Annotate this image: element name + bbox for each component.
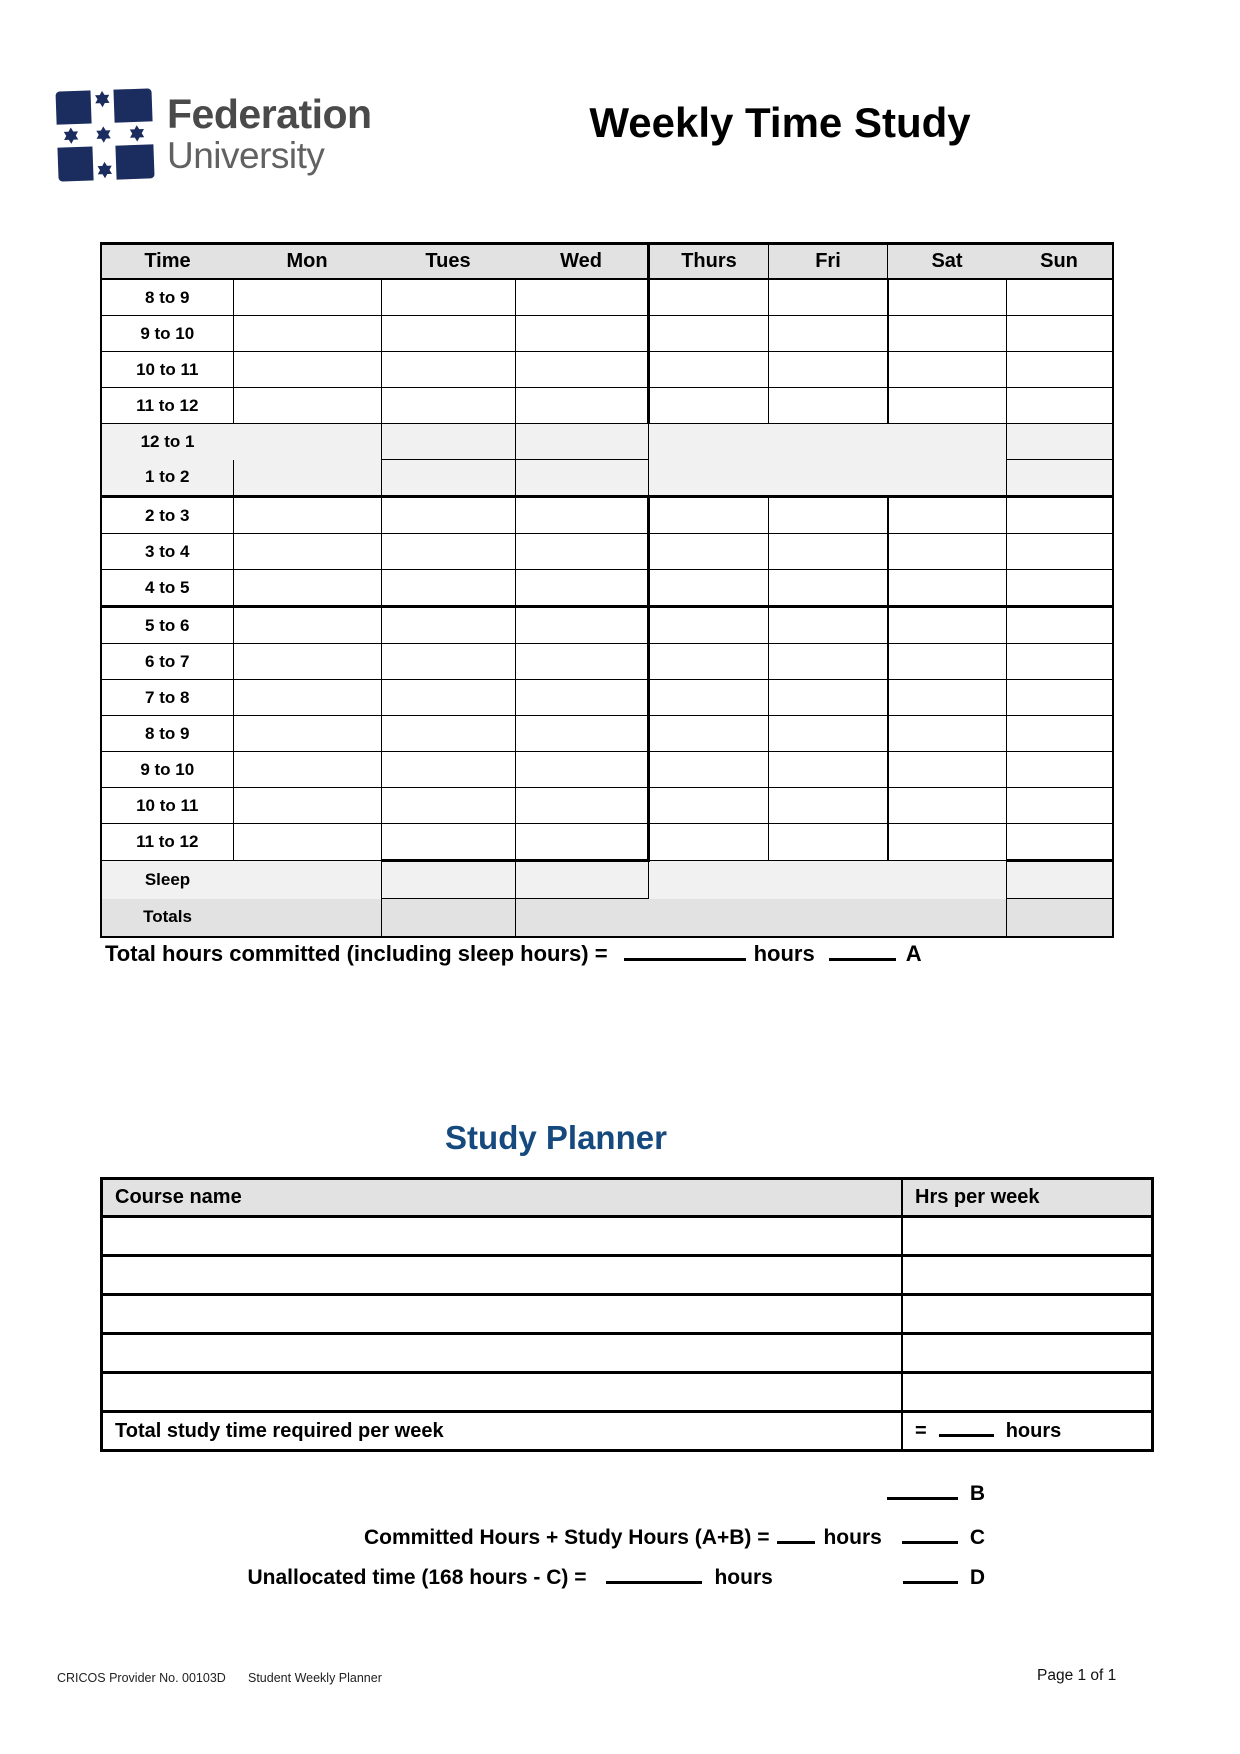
time-slot-cell <box>888 388 1007 424</box>
time-slot-cell <box>888 352 1007 388</box>
time-slot-cell <box>1006 388 1113 424</box>
time-slot-cell <box>381 752 515 788</box>
time-row-label: 10 to 11 <box>101 788 233 824</box>
time-slot-cell <box>515 460 649 497</box>
time-row-11-to-12 <box>101 824 1113 861</box>
course-name-cell <box>102 1373 903 1412</box>
time-row-5-to-6 <box>101 607 1113 644</box>
total-hours-committed-label: Total hours committed (including sleep hours) = <box>105 941 608 966</box>
time-slot-cell <box>1006 497 1113 534</box>
time-row-label: Totals <box>101 899 233 937</box>
time-slot-cell <box>649 388 769 424</box>
course-row <box>102 1334 1153 1373</box>
column-header-mon: Mon <box>233 244 381 280</box>
total-study-time-value-cell <box>902 1412 1153 1451</box>
time-slot-cell <box>888 644 1007 680</box>
time-row-10-to-11 <box>101 788 1113 824</box>
logo-wordmark <box>167 91 372 176</box>
column-header-wed: Wed <box>515 244 649 280</box>
time-row-sleep <box>101 861 1113 899</box>
time-slot-cell <box>233 788 381 824</box>
calc-c-hours-blank-field <box>777 1539 815 1544</box>
time-slot-cell <box>769 716 888 752</box>
time-slot-cell <box>381 570 515 607</box>
column-header-tues: Tues <box>381 244 515 280</box>
column-header-sat: Sat <box>888 244 1007 280</box>
time-row-12-to-1 <box>101 424 1113 460</box>
time-row-9-to-10 <box>101 316 1113 352</box>
time-slot-cell <box>381 279 515 316</box>
hrs-per-week-cell <box>902 1295 1153 1334</box>
time-slot-cell <box>1006 316 1113 352</box>
time-row-8-to-9 <box>101 279 1113 316</box>
time-slot-cell <box>381 607 515 644</box>
time-row-11-to-12 <box>101 388 1113 424</box>
time-slot-cell <box>888 497 1007 534</box>
time-row-label: 12 to 1 <box>101 424 233 460</box>
study-planner-table <box>100 1177 1154 1452</box>
course-name-cell <box>102 1295 903 1334</box>
study-planner-total-row <box>102 1412 1153 1451</box>
calc-line-b <box>887 1482 985 1506</box>
time-slot-cell <box>649 534 769 570</box>
time-slot-cell <box>233 316 381 352</box>
time-slot-cell <box>649 824 769 861</box>
time-slot-cell <box>888 607 1007 644</box>
time-row-10-to-11 <box>101 352 1113 388</box>
column-header-sun: Sun <box>1006 244 1113 280</box>
time-slot-cell <box>381 424 515 460</box>
time-slot-cell <box>233 279 381 316</box>
time-slot-cell <box>649 752 769 788</box>
time-slot-cell <box>888 534 1007 570</box>
time-slot-cell <box>515 424 649 460</box>
time-slot-cell <box>769 460 888 497</box>
course-row <box>102 1295 1153 1334</box>
time-slot-cell <box>888 424 1007 460</box>
time-slot-cell <box>1006 570 1113 607</box>
time-slot-cell <box>888 316 1007 352</box>
course-row <box>102 1217 1153 1256</box>
time-slot-cell <box>381 316 515 352</box>
calc-line-d <box>247 1566 985 1590</box>
cricos-provider-text: CRICOS Provider No. 00103D <box>57 1671 226 1685</box>
hrs-per-week-cell <box>902 1334 1153 1373</box>
time-slot-cell <box>769 352 888 388</box>
time-row-label: 8 to 9 <box>101 716 233 752</box>
time-slot-cell <box>381 788 515 824</box>
time-slot-cell <box>888 716 1007 752</box>
time-row-label: 9 to 10 <box>101 752 233 788</box>
column-header-time: Time <box>101 244 233 280</box>
time-slot-cell <box>649 788 769 824</box>
time-slot-cell <box>649 460 769 497</box>
time-row-label: 9 to 10 <box>101 316 233 352</box>
time-slot-cell <box>1006 352 1113 388</box>
total-study-time-label: Total study time required per week <box>102 1412 903 1451</box>
study-planner-header-row <box>102 1179 1153 1217</box>
time-slot-cell <box>888 460 1007 497</box>
calc-d-hours-blank-field <box>606 1579 702 1584</box>
time-slot-cell <box>769 570 888 607</box>
calc-c-unit: hours <box>823 1526 882 1549</box>
time-slot-cell <box>515 644 649 680</box>
time-slot-cell <box>381 899 515 937</box>
total-study-time-unit: hours <box>1005 1419 1062 1442</box>
time-slot-cell <box>769 497 888 534</box>
tag-a-label: A <box>905 941 922 966</box>
time-slot-cell <box>888 279 1007 316</box>
time-slot-cell <box>515 497 649 534</box>
time-slot-cell <box>515 716 649 752</box>
time-row-3-to-4 <box>101 534 1113 570</box>
total-study-time-blank-field <box>939 1432 994 1437</box>
time-slot-cell <box>233 388 381 424</box>
document-name-text: Student Weekly Planner <box>248 1671 382 1685</box>
committed-plus-study-label: Committed Hours + Study Hours (A+B) = <box>364 1526 770 1549</box>
time-slot-cell <box>381 388 515 424</box>
calc-d-tag-blank-field <box>903 1579 958 1584</box>
time-slot-cell <box>1006 788 1113 824</box>
course-name-cell <box>102 1217 903 1256</box>
time-row-9-to-10 <box>101 752 1113 788</box>
time-slot-cell <box>381 824 515 861</box>
time-row-label: 1 to 2 <box>101 460 233 497</box>
time-row-label: 11 to 12 <box>101 388 233 424</box>
time-slot-cell <box>769 424 888 460</box>
logo-brand-line2: University <box>167 135 325 176</box>
time-slot-cell <box>888 824 1007 861</box>
weekly-table-header <box>101 244 1113 280</box>
calc-c-tag-blank-field <box>902 1539 958 1544</box>
time-slot-cell <box>233 534 381 570</box>
time-slot-cell <box>1006 460 1113 497</box>
total-hours-unit: hours <box>753 941 815 966</box>
weekly-time-table <box>100 242 1114 938</box>
time-slot-cell <box>1006 534 1113 570</box>
time-slot-cell <box>649 899 769 937</box>
time-slot-cell <box>515 279 649 316</box>
time-slot-cell <box>381 716 515 752</box>
time-slot-cell <box>769 861 888 899</box>
time-slot-cell <box>515 534 649 570</box>
time-slot-cell <box>381 460 515 497</box>
time-slot-cell <box>233 460 381 497</box>
time-row-6-to-7 <box>101 644 1113 680</box>
time-slot-cell <box>769 607 888 644</box>
hrs-per-week-cell <box>902 1373 1153 1412</box>
page-indicator: Page 1 of 1 <box>1037 1667 1117 1684</box>
time-slot-cell <box>381 352 515 388</box>
time-row-label: 7 to 8 <box>101 680 233 716</box>
time-slot-cell <box>649 497 769 534</box>
time-slot-cell <box>1006 644 1113 680</box>
column-header-fri: Fri <box>769 244 888 280</box>
total-hours-tag-blank-field <box>829 956 896 961</box>
time-row-label: 5 to 6 <box>101 607 233 644</box>
time-slot-cell <box>769 534 888 570</box>
time-slot-cell <box>769 752 888 788</box>
time-row-7-to-8 <box>101 680 1113 716</box>
time-slot-cell <box>515 861 649 899</box>
time-slot-cell <box>649 424 769 460</box>
tag-c-label: C <box>969 1526 985 1549</box>
time-slot-cell <box>649 680 769 716</box>
time-slot-cell <box>381 680 515 716</box>
study-planner-heading: Study Planner <box>445 1119 667 1156</box>
tag-d-label: D <box>969 1566 985 1589</box>
time-slot-cell <box>233 607 381 644</box>
time-slot-cell <box>233 424 381 460</box>
time-slot-cell <box>515 570 649 607</box>
time-slot-cell <box>769 680 888 716</box>
time-slot-cell <box>769 899 888 937</box>
time-slot-cell <box>1006 752 1113 788</box>
time-slot-cell <box>515 352 649 388</box>
time-slot-cell <box>888 788 1007 824</box>
time-slot-cell <box>888 680 1007 716</box>
time-slot-cell <box>1006 861 1113 899</box>
time-slot-cell <box>381 497 515 534</box>
unallocated-time-label: Unallocated time (168 hours - C) = <box>247 1566 587 1589</box>
time-slot-cell <box>769 644 888 680</box>
time-slot-cell <box>649 352 769 388</box>
time-slot-cell <box>381 534 515 570</box>
course-row <box>102 1373 1153 1412</box>
time-slot-cell <box>649 644 769 680</box>
calc-line-c <box>364 1526 985 1550</box>
time-row-totals <box>101 899 1113 937</box>
time-slot-cell <box>1006 824 1113 861</box>
time-slot-cell <box>1006 899 1113 937</box>
hrs-per-week-column-header: Hrs per week <box>902 1179 1153 1217</box>
time-slot-cell <box>233 752 381 788</box>
equals-sign: = <box>915 1419 927 1442</box>
time-slot-cell <box>515 824 649 861</box>
time-slot-cell <box>233 644 381 680</box>
course-name-cell <box>102 1334 903 1373</box>
time-slot-cell <box>649 607 769 644</box>
time-slot-cell <box>233 497 381 534</box>
time-slot-cell <box>888 899 1007 937</box>
time-slot-cell <box>515 680 649 716</box>
time-slot-cell <box>515 607 649 644</box>
time-slot-cell <box>233 716 381 752</box>
weekly-table-body <box>101 279 1113 937</box>
time-slot-cell <box>515 752 649 788</box>
time-slot-cell <box>1006 716 1113 752</box>
time-slot-cell <box>888 861 1007 899</box>
time-slot-cell <box>1006 279 1113 316</box>
logo-brand-line1: Federation <box>167 91 372 137</box>
time-slot-cell <box>515 388 649 424</box>
time-row-label: Sleep <box>101 861 233 899</box>
time-slot-cell <box>888 752 1007 788</box>
time-slot-cell <box>1006 607 1113 644</box>
time-slot-cell <box>515 316 649 352</box>
time-slot-cell <box>769 388 888 424</box>
time-slot-cell <box>769 824 888 861</box>
time-slot-cell <box>381 644 515 680</box>
calc-d-unit: hours <box>714 1566 773 1589</box>
time-row-2-to-3 <box>101 497 1113 534</box>
time-row-8-to-9 <box>101 716 1113 752</box>
time-slot-cell <box>649 716 769 752</box>
time-slot-cell <box>233 352 381 388</box>
time-row-label: 8 to 9 <box>101 279 233 316</box>
calc-b-blank-field <box>887 1495 958 1500</box>
time-row-label: 4 to 5 <box>101 570 233 607</box>
time-row-label: 11 to 12 <box>101 824 233 861</box>
federation-flag-icon <box>55 84 155 184</box>
column-header-thurs: Thurs <box>649 244 769 280</box>
time-slot-cell <box>649 861 769 899</box>
time-slot-cell <box>381 861 515 899</box>
total-hours-blank-field <box>624 956 746 961</box>
page-title: Weekly Time Study <box>589 99 971 146</box>
time-slot-cell <box>649 279 769 316</box>
hrs-per-week-cell <box>902 1256 1153 1295</box>
time-row-1-to-2 <box>101 460 1113 497</box>
time-slot-cell <box>233 861 381 899</box>
time-slot-cell <box>649 570 769 607</box>
tag-b-label: B <box>969 1482 985 1505</box>
course-name-column-header: Course name <box>102 1179 903 1217</box>
time-row-4-to-5 <box>101 570 1113 607</box>
total-hours-committed-line <box>105 941 922 967</box>
time-slot-cell <box>769 788 888 824</box>
time-slot-cell <box>515 899 649 937</box>
course-name-cell <box>102 1256 903 1295</box>
time-slot-cell <box>649 316 769 352</box>
time-row-label: 10 to 11 <box>101 352 233 388</box>
course-row <box>102 1256 1153 1295</box>
time-slot-cell <box>888 570 1007 607</box>
time-slot-cell <box>1006 680 1113 716</box>
federation-university-logo <box>55 84 372 184</box>
time-slot-cell <box>233 570 381 607</box>
time-row-label: 3 to 4 <box>101 534 233 570</box>
hrs-per-week-cell <box>902 1217 1153 1256</box>
time-slot-cell <box>1006 424 1113 460</box>
time-slot-cell <box>769 279 888 316</box>
time-slot-cell <box>233 899 381 937</box>
weekly-header-row <box>101 244 1113 280</box>
time-slot-cell <box>769 316 888 352</box>
time-slot-cell <box>515 788 649 824</box>
time-slot-cell <box>233 680 381 716</box>
time-row-label: 6 to 7 <box>101 644 233 680</box>
time-slot-cell <box>233 824 381 861</box>
time-row-label: 2 to 3 <box>101 497 233 534</box>
